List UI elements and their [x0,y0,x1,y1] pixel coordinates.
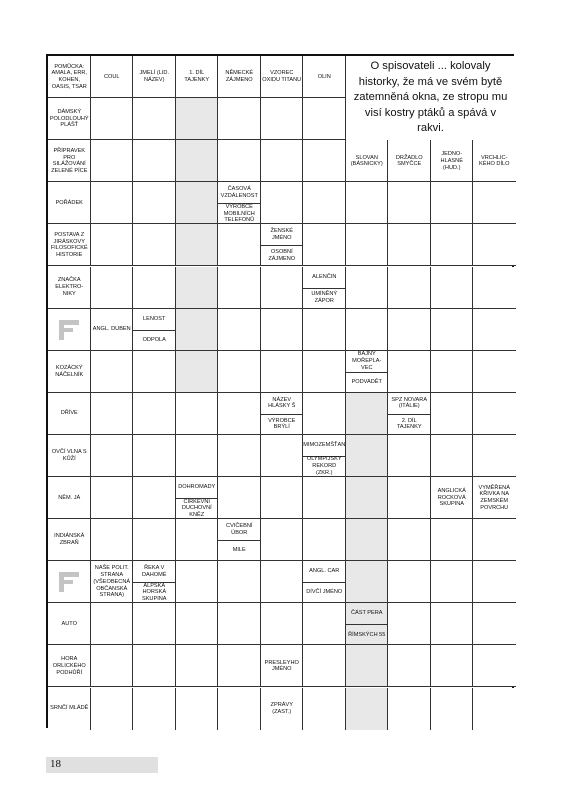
clue-label: ALENČIN [312,273,337,280]
clue-label: SPZ NOVARA (ITÁLIE) [391,396,428,410]
grid-cell[interactable] [176,688,219,730]
grid-cell[interactable] [176,393,219,435]
clue-label: DŘÍVE [60,410,78,417]
clue-label: POSTAVA Z JIRÁSKOVY FILOSOFICKÉ HISTORIE [50,232,88,259]
clue-label: JEDNO-HLASNÉ (HUD.) [440,151,463,171]
clue-label: VZOREC OXIDU TITANU [262,70,302,84]
grid-cell[interactable] [261,351,304,393]
grid-cell[interactable] [218,561,261,603]
grid-cell[interactable] [176,140,219,182]
clue-label: POMŮCKA: AMALA, ERR, KOHEN, OASIS, TSAR [51,63,87,90]
grid-cell[interactable] [218,603,261,645]
clue-label: OSOBNÍ ZÁJMENO [268,249,296,262]
grid-cell[interactable] [176,309,219,351]
grid-cell[interactable] [218,140,261,182]
grid-cell[interactable] [176,561,219,603]
grid-cell[interactable] [346,309,389,351]
clue-label: DÍVČÍ JMÉNO [306,589,343,596]
clue-label: ŘÍMSKÝCH 55 [348,631,386,638]
clue-label: ALPSKÁ HORSKÁ SKUPINA [141,582,167,603]
clue-label: ANGL. CAR [309,568,340,575]
grid-cell[interactable] [261,477,304,519]
grid-cell[interactable] [133,688,176,730]
grid-cell[interactable] [176,603,219,645]
grid-cell[interactable] [346,519,389,561]
clue-label: PODVADĚT [351,378,382,385]
clue-label: MIMOZEMŠŤAN [303,442,346,449]
grid-cell[interactable] [431,393,474,435]
clue-label: ZPRÁVY (ZAST.) [270,701,293,715]
clue-label: OLYMPIJSKÝ REKORD (ZKR.) [306,456,342,476]
publisher-logo-icon [48,309,91,351]
grid-cell[interactable] [133,351,176,393]
grid-cell[interactable] [176,98,219,140]
clue-label: PRESLEYHO JMÉNO [264,659,299,673]
grid-cell[interactable] [218,267,261,309]
clue-label: VÝROBCE MOBILNÍCH TELEFONŮ [223,203,255,224]
grid-cell[interactable] [218,688,261,730]
clue-label: ŘEKA V DAHOMÉ [141,565,167,578]
grid-cell[interactable] [346,477,389,519]
grid-cell[interactable] [346,435,389,477]
grid-cell[interactable] [133,393,176,435]
grid-cell[interactable] [473,603,516,645]
clue-label: KOZÁCKÝ NÁČELNÍK [55,365,84,378]
grid-cell[interactable] [91,603,134,645]
clue-label: OVČÍ VLNA S KŮŽÍ [51,449,87,462]
grid-cell[interactable] [91,645,134,687]
grid-cell[interactable] [388,603,431,645]
clue-label: BÁJNÝ MOŘEPLA-VEC [352,351,382,371]
grid-cell[interactable] [388,351,431,393]
grid-cell[interactable] [388,267,431,309]
grid-cell[interactable] [133,645,176,687]
grid-cell[interactable] [431,519,474,561]
clue-label: SLOVAN (BÁSNICKY) [350,154,383,168]
grid-cell[interactable] [346,224,389,266]
grid-cell[interactable] [473,267,516,309]
grid-cell[interactable] [346,393,389,435]
grid-cell[interactable] [91,98,134,140]
page-number: 18 [50,758,61,770]
grid-cell[interactable] [431,267,474,309]
grid-cell[interactable] [388,435,431,477]
grid-cell[interactable] [431,645,474,687]
grid-cell[interactable] [91,519,134,561]
grid-cell[interactable] [473,688,516,730]
grid-cell[interactable] [431,224,474,266]
grid-cell[interactable] [133,519,176,561]
clue-label: 1. DÍL TAJENKY [184,70,210,84]
grid-cell[interactable] [176,224,219,266]
secret-text-box: O spisovateli ... kolovaly historky, že má ve svém bytě zatemněná okna, ze stropu mu visí kostry ptáků a spává v rakvi. [346,56,516,140]
grid-cell[interactable] [346,645,389,687]
grid-cell[interactable] [303,140,346,182]
grid-cell[interactable] [218,477,261,519]
clue-label: DÁMSKÝ POLODLOUHÝ PLÁŠŤ [49,109,89,129]
grid-cell[interactable] [473,351,516,393]
publisher-logo-icon [48,561,91,603]
grid-cell[interactable] [133,267,176,309]
grid-cell[interactable] [346,688,389,730]
grid-cell[interactable] [303,393,346,435]
clue-label: VYMĚŘENÁ KŘIVKA NA ZEMSKÉM POVRCHU [478,484,510,511]
grid-cell[interactable] [303,224,346,266]
clue-label: DRŽADLO SMYČCE [395,154,423,168]
grid-cell[interactable] [303,309,346,351]
grid-cell[interactable] [218,351,261,393]
clue-label: ZNAČKA ELEKTRO-NIKY [55,277,84,297]
clue-label: SRNČÍ MLÁDĚ [50,705,89,712]
grid-cell[interactable] [261,98,304,140]
clue-label: ODPOLA [142,336,166,343]
grid-cell[interactable] [431,688,474,730]
grid-cell[interactable] [176,435,219,477]
grid-cell[interactable] [388,688,431,730]
grid-cell[interactable] [473,393,516,435]
grid-cell[interactable] [346,267,389,309]
grid-cell[interactable] [303,645,346,687]
grid-cell[interactable] [261,309,304,351]
grid-cell[interactable] [346,561,389,603]
grid-cell[interactable] [261,182,304,224]
grid-cell[interactable] [218,393,261,435]
grid-cell[interactable] [133,603,176,645]
grid-cell[interactable] [303,688,346,730]
grid-cell[interactable] [473,224,516,266]
grid-cell[interactable] [133,477,176,519]
grid-cell[interactable] [218,645,261,687]
grid-cell[interactable] [388,561,431,603]
grid-cell[interactable] [91,477,134,519]
grid-cell[interactable] [218,98,261,140]
clue-label: POŘÁDEK [55,199,83,206]
clue-label: MILE [232,547,246,554]
grid-cell[interactable] [218,435,261,477]
clue-label: ANGLICKÁ ROCKOVÁ SKUPINA [437,487,466,508]
grid-cell[interactable] [388,224,431,266]
grid-cell[interactable] [346,182,389,224]
grid-cell[interactable] [91,267,134,309]
grid-cell[interactable] [218,224,261,266]
clue-label: INDIÁNSKÁ ZBRAŇ [54,533,85,547]
grid-cell[interactable] [261,519,304,561]
clue-label: LENOST [143,315,166,322]
grid-cell[interactable] [431,351,474,393]
clue-label: 2. DÍL TAJENKY [396,417,422,431]
grid-cell[interactable] [303,182,346,224]
clue-label: VRCHLIC-KÉHO DÍLO [479,154,510,168]
grid-cell[interactable] [431,182,474,224]
grid-cell[interactable] [176,182,219,224]
clue-label: ANGL. DUBEN [92,326,131,333]
clue-label: ČASOVÁ VZDÁLENOST [220,186,258,199]
clue-label: NĚMECKÉ ZÁJMENO [225,70,254,84]
grid-cell[interactable] [473,309,516,351]
clue-label: NĚM. JÁ [58,494,81,501]
clue-label: NAŠE POLIT. STRANA (VŠEOBECNÁ OBČANSKÁ STRANA) [93,565,131,599]
grid-cell[interactable] [473,435,516,477]
grid-cell[interactable] [91,435,134,477]
grid-cell[interactable] [91,224,134,266]
grid-cell[interactable] [388,645,431,687]
grid-cell[interactable] [473,182,516,224]
grid-cell[interactable] [388,477,431,519]
grid-cell[interactable] [91,393,134,435]
grid-cell[interactable] [133,435,176,477]
clue-label: AUTO [61,620,77,627]
grid-cell[interactable] [91,140,134,182]
page-footer [46,757,158,773]
grid-cell[interactable] [261,267,304,309]
grid-cell[interactable] [176,519,219,561]
grid-cell[interactable] [133,140,176,182]
grid-cell[interactable] [303,477,346,519]
clue-label: NÁZEV HLÁSKY Š [268,396,296,410]
grid-cell[interactable] [176,351,219,393]
grid-cell[interactable] [388,182,431,224]
crossword-grid [46,54,514,728]
grid-cell[interactable] [218,309,261,351]
grid-cell[interactable] [261,603,304,645]
grid-cell[interactable] [261,561,304,603]
grid-cell[interactable] [388,309,431,351]
grid-cell[interactable] [473,645,516,687]
grid-cell[interactable] [133,224,176,266]
grid-cell[interactable] [261,140,304,182]
clue-label: VÝROBCE BRÝLÍ [268,417,296,431]
clue-label: ŽENSKÉ JMÉNO [270,228,293,241]
clue-label: ČÁST PERA [350,610,383,617]
grid-cell[interactable] [388,519,431,561]
grid-cell[interactable] [431,603,474,645]
grid-cell[interactable] [473,561,516,603]
grid-cell[interactable] [176,267,219,309]
clue-label: UMÍNĚNÝ ZÁPOR [311,291,338,305]
clue-label: CVIČEBNÍ ÚBOR [226,522,253,536]
grid-cell[interactable] [303,351,346,393]
grid-cell[interactable] [473,519,516,561]
grid-cell[interactable] [133,98,176,140]
clue-label: HORA ORLICKÉHO PODHŮŘÍ [52,656,86,676]
grid-cell[interactable] [91,182,134,224]
grid-cell[interactable] [431,435,474,477]
clue-label: OLIN [317,73,331,80]
clue-label: COUL [103,73,120,80]
grid-cell[interactable] [176,645,219,687]
clue-label: DOHROMADY [178,484,216,491]
grid-cell[interactable] [91,688,134,730]
grid-cell[interactable] [431,561,474,603]
grid-cell[interactable] [303,519,346,561]
grid-cell[interactable] [133,182,176,224]
grid-cell[interactable] [303,98,346,140]
grid-cell[interactable] [261,435,304,477]
clue-label: JMELÍ (LID. NÁZEV) [139,70,170,84]
clue-label: CÍRKEVNÍ DUCHOVNÍ KNĚZ [181,498,212,518]
grid-cell[interactable] [303,603,346,645]
grid-cell[interactable] [431,309,474,351]
grid-cell[interactable] [91,351,134,393]
clue-label: PŘÍPRAVEK PRO SILÁŽOVÁNÍ ZELENÉ PÍCE [51,147,88,174]
